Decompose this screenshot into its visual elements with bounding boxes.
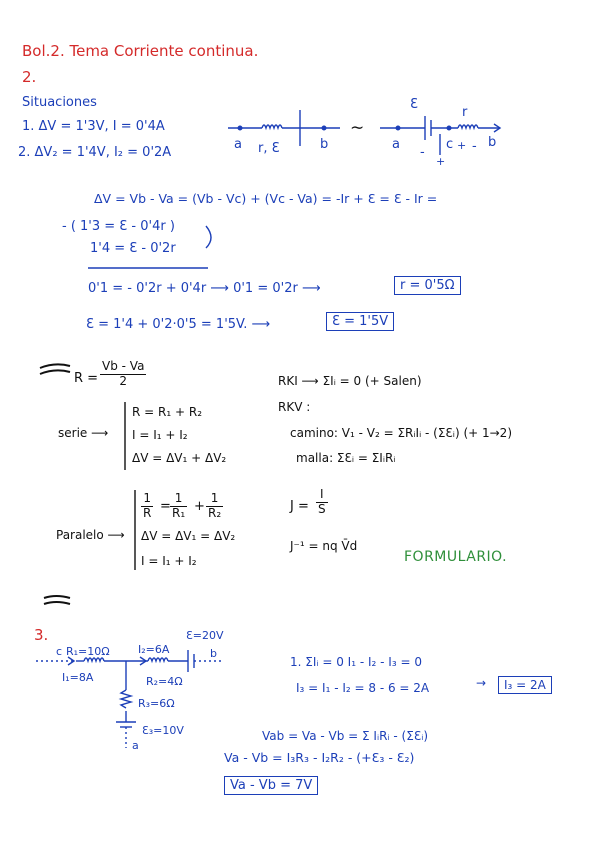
right-plus-c: + [457,139,467,152]
serie-line-2: I = I₁ + I₂ [132,428,188,442]
p3-step1: 1. ΣIᵢ = 0 I₁ - I₂ - I₃ = 0 [290,655,422,669]
equation-situation-2: 1'4 = Ɛ - 0'2r [90,241,176,256]
right-node-b: b [488,135,497,150]
rkv-label: RKV : [278,400,311,414]
current-density-fraction [316,488,328,517]
separator-lines [40,364,70,604]
right-node-c: c [446,137,454,152]
right-minus-c: - [472,139,477,154]
rki-law: RKI ⟶ ΣIᵢ = 0 (+ Salen) [278,374,422,388]
situation-1: 1. ΔV = 1'3V, I = 0'4A [22,119,165,134]
paralelo-frac-1 [141,492,153,521]
result-emf-box: Ɛ = 1'5V [326,312,394,331]
equation-situation-1: - ( 1'3 = Ɛ - 0'4r ) [62,219,175,234]
p3-i1-label: I₁=8A [62,671,94,684]
equation-subtraction: 0'1 = - 0'2r + 0'4r ⟶ 0'1 = 0'2r ⟶ [88,281,321,296]
serie-line-3: ΔV = ΔV₁ + ΔV₂ [132,451,227,465]
left-label-r-e: r, Ɛ [258,141,280,156]
formula-r-numerator: Vb - Va [102,359,145,373]
p3-step1b: I₃ = I₁ - I₂ = 8 - 6 = 2A [296,681,430,695]
p3-r1-label: R₁=10Ω [66,645,110,658]
paralelo-frac-3 [206,492,223,521]
equation-emf: Ɛ = 1'4 + 0'2·0'5 = 1'5V. ⟶ [86,317,271,332]
result-r-box: r = 0'5Ω [394,276,461,295]
current-density-lhs: J = [290,499,309,514]
p3-e3-label: Ɛ₃=10V [142,724,184,737]
p3-node-b: b [210,647,217,660]
p3-i3-result-box: I₃ = 2A [498,676,552,694]
paralelo-frac-1-den: R [143,505,152,520]
right-plus-bottom: + [436,155,446,168]
paralelo-frac-2-num: 1 [170,492,187,507]
p3-r3-label: R₃=6Ω [138,697,175,710]
p3-final-result-box: Va - Vb = 7V [224,776,318,795]
rkv-camino: camino: V₁ - V₂ = ΣRᵢIᵢ - (ΣƐᵢ) (+ 1→2) [290,426,512,440]
current-density-den: S [318,501,326,516]
paralelo-line-i: I = I₁ + I₂ [141,554,197,568]
right-resistor-label: r [462,105,468,120]
left-node-b: b [320,137,329,152]
paralelo-frac-2-den: R₁ [172,505,186,520]
p3-i2-label: I₂=6A [138,643,170,656]
formula-r-fraction [100,360,146,389]
p3-node-a: a [132,739,139,752]
paralelo-frac-3-den: R₂ [208,505,222,520]
formula-r-denominator: 2 [119,373,128,388]
p3-emf-label: Ɛ=20V [186,629,224,642]
page-title: Bol.2. Tema Corriente continua. [22,42,259,60]
p3-vab-line: Vab = Va - Vb = Σ IᵢRᵢ - (ΣƐᵢ) [262,729,429,743]
equation-delta-v: ΔV = Vb - Va = (Vb - Vc) + (Vc - Va) = -Ir + Ɛ = Ɛ - Ir = [94,191,438,206]
situaciones-label: Situaciones [22,95,97,110]
formulario-label: FORMULARIO. [404,549,508,565]
paralelo-label: Paralelo ⟶ [56,528,125,542]
right-minus-left: - [420,145,425,160]
paralelo-frac-2 [170,492,187,521]
paralelo-line-dv: ΔV = ΔV₁ = ΔV₂ [141,529,236,543]
serie-line-1: R = R₁ + R₂ [132,405,203,419]
paralelo-frac-1-num: 1 [141,492,153,507]
current-density-num: I [316,488,328,503]
p3-r2-label: R₂=4Ω [146,675,183,688]
current-density-inverse: J⁻¹ = nq V̄d [290,539,358,553]
paralelo-frac-3-num: 1 [206,492,223,507]
p3-arrow: → [476,676,487,690]
p3-va-vb-line: Va - Vb = I₃R₃ - I₂R₂ - (+Ɛ₃ - Ɛ₂) [224,750,415,765]
right-node-a: a [392,137,400,152]
p3-node-c: c [56,645,63,658]
right-emf-label: Ɛ [410,97,418,112]
formula-r-lhs: R = [74,371,99,386]
paralelo-equals: = [160,499,171,514]
left-node-a: a [234,137,242,152]
serie-label: serie ⟶ [58,426,109,440]
paralelo-plus: + [194,499,205,514]
problem-3-number: 3. [34,626,49,644]
problem-2-number: 2. [22,68,37,86]
situation-2: 2. ΔV₂ = 1'4V, I₂ = 0'2A [18,145,172,160]
rkv-malla: malla: ΣƐᵢ = ΣIᵢRᵢ [296,451,396,465]
equivalent-sign: ∼ [350,118,365,138]
